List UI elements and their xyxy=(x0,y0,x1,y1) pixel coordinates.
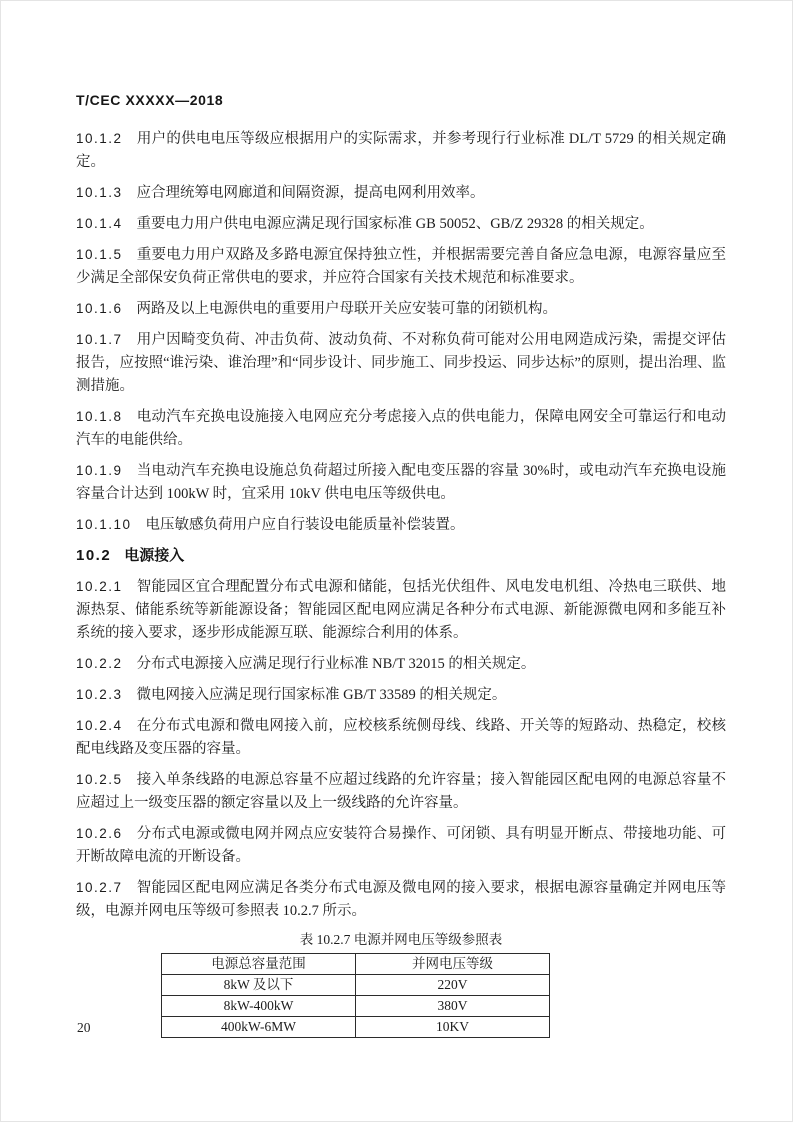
clause-text: 微电网接入应满足现行国家标准 GB/T 33589 的相关规定。 xyxy=(136,687,507,703)
table-cell-voltage: 10KV xyxy=(356,1017,550,1038)
voltage-reference-table xyxy=(161,953,550,1038)
clause-10-2-5 xyxy=(76,768,726,815)
doc-header-standard-number: T/CEC XXXXX—2018 xyxy=(76,92,224,108)
clause-text: 用户因畸变负荷、冲击负荷、波动负荷、不对称负荷可能对公用电网造成污染，需提交评估报告，应按照“谁污染、谁治理”和“同步设计、同步施工、同步投运、同步达标”的原则，提出治理、监测措施。 xyxy=(76,332,726,394)
clause-number: 10.2.7 xyxy=(76,880,123,895)
clause-text: 智能园区配电网应满足各类分布式电源及微电网的接入要求，根据电源容量确定并网电压等级，电源并网电压等级可参照表 10.2.7 所示。 xyxy=(76,880,726,919)
clause-10-2-2 xyxy=(76,652,726,676)
clause-text: 在分布式电源和微电网接入前，应校核系统侧母线、线路、开关等的短路动、热稳定，校核配电线路及变压器的容量。 xyxy=(76,718,726,757)
section-title: 电源接入 xyxy=(124,547,185,564)
clause-10-1-3 xyxy=(76,181,726,205)
clause-10-2-1 xyxy=(76,575,726,645)
clause-number: 10.1.8 xyxy=(76,409,123,424)
table-row xyxy=(162,996,550,1017)
table-cell-capacity: 400kW-6MW xyxy=(162,1017,356,1038)
clause-text: 用户的供电电压等级应根据用户的实际需求，并参考现行行业标准 DL/T 5729 的相关规定确定。 xyxy=(76,131,726,170)
clause-text: 分布式电源接入应满足现行行业标准 NB/T 32015 的相关规定。 xyxy=(136,656,536,672)
doc-content xyxy=(76,127,726,1038)
clause-number: 10.1.7 xyxy=(76,332,123,347)
clause-number: 10.2.6 xyxy=(76,826,123,841)
clause-text: 电压敏感负荷用户应自行装设电能质量补偿装置。 xyxy=(145,517,465,533)
section-heading-10-2 xyxy=(76,544,726,567)
table-row xyxy=(162,975,550,996)
table-caption: 表 10.2.7 电源并网电压等级参照表 xyxy=(299,932,503,947)
clause-number: 10.2.4 xyxy=(76,718,123,733)
clause-number: 10.2.2 xyxy=(76,656,123,671)
clause-10-2-4 xyxy=(76,714,726,761)
clause-number: 10.1.2 xyxy=(76,131,123,146)
clause-number: 10.2.1 xyxy=(76,579,123,594)
page-number: 20 xyxy=(77,1020,91,1035)
table-cell-capacity: 8kW-400kW xyxy=(162,996,356,1017)
clause-number: 10.1.5 xyxy=(76,247,123,262)
clause-10-1-9 xyxy=(76,459,726,506)
table-cell-voltage: 380V xyxy=(356,996,550,1017)
clause-number: 10.1.10 xyxy=(76,517,132,532)
table-cell-voltage: 220V xyxy=(356,975,550,996)
clause-number: 10.1.6 xyxy=(76,301,123,316)
section-number: 10.2 xyxy=(76,547,112,564)
clause-text: 分布式电源或微电网并网点应安装符合易操作、可闭锁、具有明显开断点、带接地功能、可开断故障电流的开断设备。 xyxy=(76,826,726,865)
clause-text: 智能园区宜合理配置分布式电源和储能，包括光伏组件、风电发电机组、冷热电三联供、地源热泵、储能系统等新能源设备；智能园区配电网应满足各种分布式电源、新能源微电网和多能互补系统的接入要求，逐步形成能源互联、能源综合利用的体系。 xyxy=(76,579,726,641)
clause-10-1-6 xyxy=(76,297,726,321)
clause-10-1-8 xyxy=(76,405,726,452)
clause-number: 10.1.4 xyxy=(76,216,123,231)
clause-text: 当电动汽车充换电设施总负荷超过所接入配电变压器的容量 30%时，或电动汽车充换电设施容量合计达到 100kW 时，宜采用 10kV 供电电压等级供电。 xyxy=(76,463,726,502)
clause-number: 10.1.3 xyxy=(76,185,123,200)
clause-text: 电动汽车充换电设施接入电网应充分考虑接入点的供电能力，保障电网安全可靠运行和电动汽车的电能供给。 xyxy=(76,409,726,448)
table-header-grid-voltage: 并网电压等级 xyxy=(356,954,550,975)
clause-text: 应合理统筹电网廊道和间隔资源，提高电网利用效率。 xyxy=(136,185,485,201)
clause-10-1-10 xyxy=(76,513,726,537)
table-header-capacity-range: 电源总容量范围 xyxy=(162,954,356,975)
table-header-row xyxy=(162,954,550,975)
clause-text: 重要电力用户双路及多路电源宜保持独立性，并根据需要完善自备应急电源，电源容量应至少满足全部保安负荷正常供电的要求，并应符合国家有关技术规范和标准要求。 xyxy=(76,247,726,286)
clause-10-1-2 xyxy=(76,127,726,174)
clause-number: 10.2.5 xyxy=(76,772,123,787)
clause-10-2-7 xyxy=(76,876,726,923)
clause-10-2-6 xyxy=(76,822,726,869)
clause-text: 接入单条线路的电源总容量不应超过线路的允许容量；接入智能园区配电网的电源总容量不应超过上一级变压器的额定容量以及上一级线路的允许容量。 xyxy=(76,772,726,811)
clause-text: 两路及以上电源供电的重要用户母联开关应安装可靠的闭锁机构。 xyxy=(136,301,558,317)
clause-text: 重要电力用户供电电源应满足现行国家标准 GB 50052、GB/Z 29328 的相关规定。 xyxy=(136,216,654,232)
table-row xyxy=(162,1017,550,1038)
clause-number: 10.2.3 xyxy=(76,687,123,702)
table-cell-capacity: 8kW 及以下 xyxy=(162,975,356,996)
clause-10-1-5 xyxy=(76,243,726,290)
clause-number: 10.1.9 xyxy=(76,463,123,478)
clause-10-1-7 xyxy=(76,328,726,398)
clause-10-2-3 xyxy=(76,683,726,707)
clause-10-1-4 xyxy=(76,212,726,236)
